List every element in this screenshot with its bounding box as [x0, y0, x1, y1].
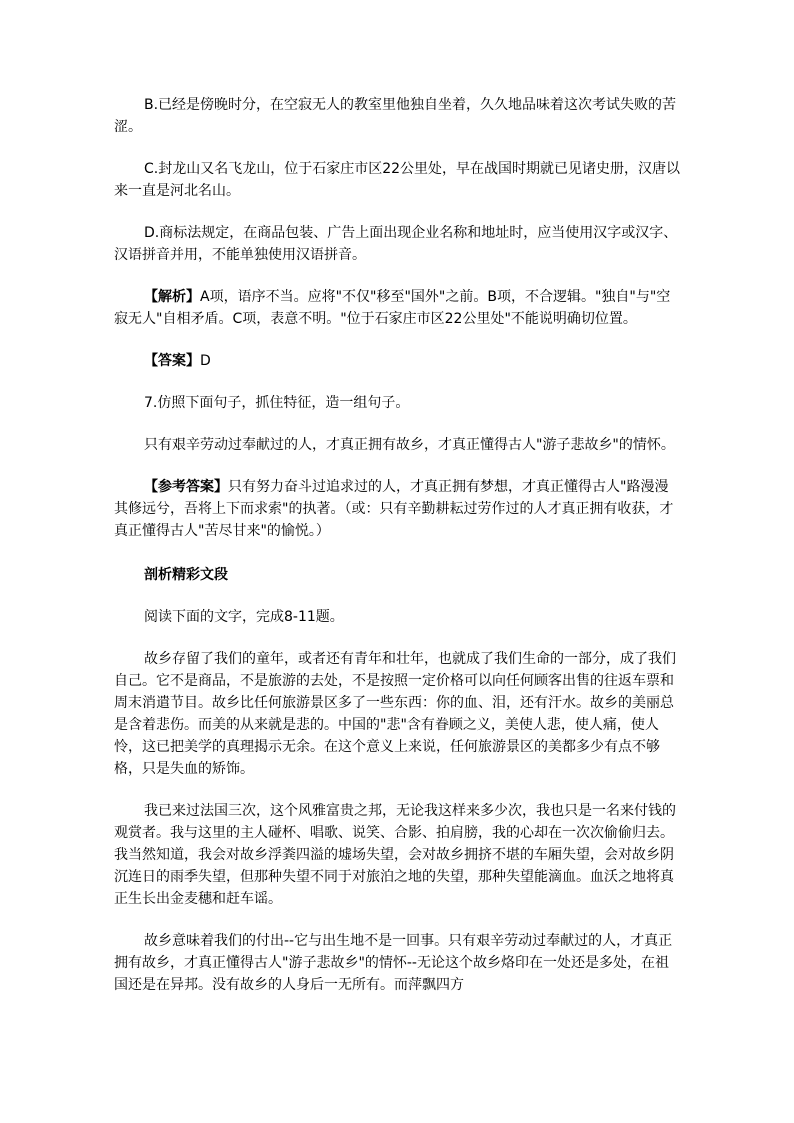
section-heading: 剖析精彩文段 — [144, 567, 228, 583]
analysis-paragraph — [114, 286, 682, 330]
option-c: C.封龙山又名飞龙山，位于石家庄市区22公里处，早在战国时期就已见诸史册，汉唐以来一直是河北名山。 — [114, 161, 681, 199]
option-b: B.已经是傍晚时分，在空寂无人的教室里他独自坐着，久久地品味着这次考试失败的苦涩。 — [114, 97, 677, 135]
option-d: D.商标法规定，在商品包装、广告上面出现企业名称和地址时，应当使用汉字或汉字、汉语拼音并用，不能单独使用汉语拼音。 — [114, 225, 678, 263]
passage-paragraph-1: 故乡存留了我们的童年，或者还有青年和壮年，也就成了我们生命的一部分，成了我们自己。它不是商品，不是旅游的去处，不是按照一定价格可以向任何顾客出售的往返车票和周末消遣节目。故乡比任何旅游景区多了一些东西：你的血、泪，还有汗水。故乡的美丽总是含着悲伤。而美的从来就是悲的。中国的"悲"含有眷顾之义，美使人悲，使人痛，使人怜，这已把美学的真理揭示无余。在这个意义上来说，任何旅游景区的美都多少有点不够格，只是失血的矫饰。 — [114, 651, 676, 777]
reference-answer-paragraph — [114, 476, 682, 542]
reference-answer-text: 只有努力奋斗过追求过的人，才真正拥有梦想，才真正懂得古人"路漫漫其修远兮，吾将上下而求索"的执著。（或：只有辛勤耕耘过劳作过的人才真正拥有收获，才真正懂得古人"苦尽甘来"的愉悦。） — [114, 479, 674, 539]
passage-paragraph-2: 我已来过法国三次，这个风雅富贵之邦，无论我这样来多少次，我也只是一名来付钱的观赏者。我与这里的主人碰杯、唱歌、说笑、合影、拍肩膀，我的心却在一次次偷偷归去。我当然知道，我会对故乡浮粪四溢的墟场失望，会对故乡拥挤不堪的车厢失望，会对故乡阴沉连日的雨季失望，但那种失望不同于对旅泊之地的失望，那种失望能滴血。血沃之地将真正生长出金麦穗和赶车谣。 — [114, 803, 676, 907]
document-page — [114, 94, 682, 996]
question-7-sample: 只有艰辛劳动过奉献过的人，才真正拥有故乡，才真正懂得古人"游子悲故乡"的情怀。 — [144, 437, 675, 453]
answer-label: 【答案】 — [144, 353, 200, 369]
passage-paragraph-3: 故乡意味着我们的付出--它与出生地不是一回事。只有艰辛劳动过奉献过的人，才真正拥有故乡，才真正懂得古人"游子悲故乡"的情怀--无论这个故乡烙印在一处还是多处，在祖国还是在异邦。没有故乡的人身后一无所有。而萍飘四方 — [114, 933, 673, 993]
reference-answer-label: 【参考答案】 — [144, 479, 228, 495]
analysis-label: 【解析】 — [144, 289, 200, 305]
answer-paragraph — [114, 350, 682, 372]
answer-text: D — [200, 353, 211, 369]
question-7: 7.仿照下面句子，抓住特征，造一组句子。 — [144, 395, 410, 411]
reading-intro: 阅读下面的文字，完成8-11题。 — [144, 609, 344, 625]
analysis-text: A项，语序不当。应将"不仅"移至"国外"之前。B项，不合逻辑。"独自"与"空寂无人"自相矛盾。C项，表意不明。"位于石家庄市区22公里处"不能说明确切位置。 — [114, 289, 671, 327]
